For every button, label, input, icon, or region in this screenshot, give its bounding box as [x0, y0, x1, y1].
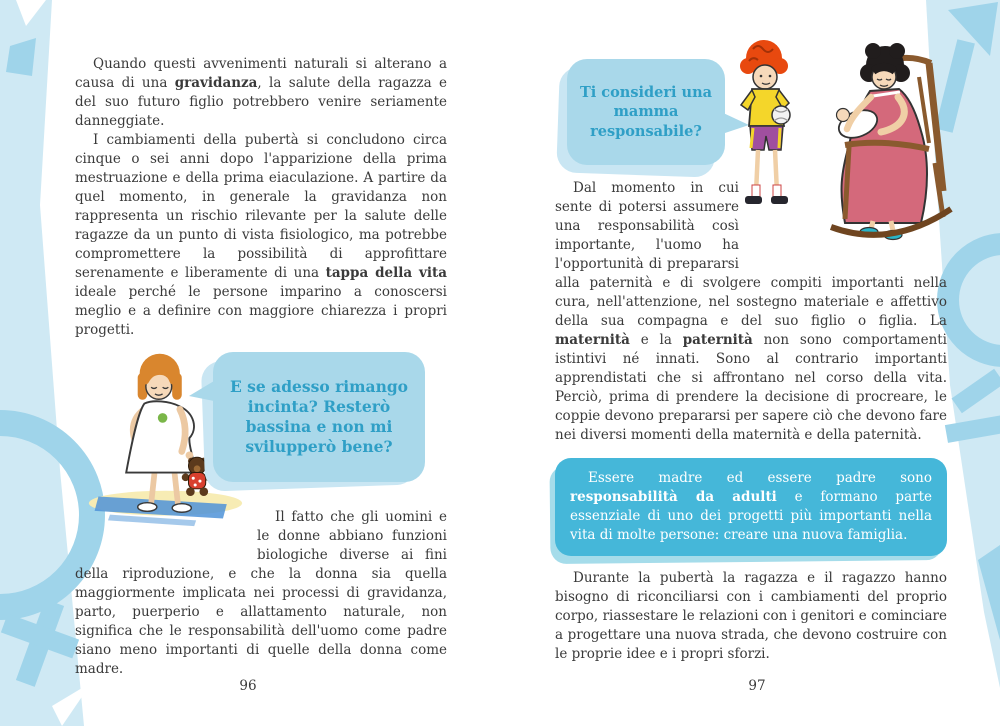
illustration-row [75, 346, 447, 508]
speech-bubble-question [567, 59, 725, 165]
right-page [555, 55, 947, 705]
bold-term: paternità [682, 332, 753, 348]
highlight-box [555, 458, 947, 556]
paragraph [75, 131, 447, 340]
left-page [75, 55, 447, 705]
bold-term: gravidanza [174, 75, 258, 91]
bold-term: responsabilità da adulti [570, 489, 777, 505]
bubble-text: Ti consideri una mamma responsabile? [579, 83, 713, 140]
text-segment: non sono comportamenti istintivi né innati. Sono al contrario importanti apprendistati che si affrontano nel corso della vita. Perciò, prima di prendere la decisione di procreare, le coppie devono prepararsi per sapere ciò che devono fare nei diversi momenti della maternità e della paternità. [555, 332, 948, 443]
paragraph [75, 508, 447, 679]
speech-bubble-girl [213, 352, 425, 482]
bubble-text: E se adesso rimango incinta? Resterò bassina e non mi svilupperò bene? [229, 376, 409, 457]
page-number-right: 97 [748, 678, 766, 694]
mother-in-rocking-chair-figure [831, 43, 951, 240]
page-number-left: 96 [239, 678, 257, 694]
text-segment: Durante la pubertà la ragazza e il ragazzo hanno bisogno di riconciliarsi con i cambiamenti del proprio corpo, riassestare le relazioni con i genitori e cominciare a progettare una nuova strada, che devono costruire con le proprie idee e i propri sforzi. [555, 570, 947, 662]
text-segment: , la salute della ragazza e del suo futuro figlio potrebbero venire seriamente danneggiate. [75, 75, 447, 129]
text-segment: e formano parte essenziale di uno dei progetti più importanti nella vita di molte persone: creare una nuova famiglia. [570, 489, 932, 543]
highlight-text [570, 469, 932, 545]
boy-and-mother-illustration [723, 33, 955, 251]
text-segment: e la [629, 332, 683, 348]
text-segment: ideale perché le persone imparino a conoscersi meglio e a definire con maggiore chiarezza i propri progetti. [75, 284, 447, 338]
paragraph [555, 569, 947, 664]
text-segment: Essere madre ed essere padre sono [588, 470, 932, 486]
text-segment: Quando questi avvenimenti naturali si alterano a causa di una [75, 56, 447, 91]
bold-term: maternità [555, 332, 630, 348]
text-segment: I cambiamenti della pubertà si concludono circa cinque o sei anni dopo l'apparizione della prima mestruazione e della prima eiaculazione. A partire da quel momento, in generale la gravidanza non rappresenta un rischio rilevante per la salute delle ragazze da un punto di vista fisiologico, ma potrebbe compromettere la possibilità di approfittare serenamente e liberamente di una [75, 132, 447, 281]
paragraph [75, 55, 447, 131]
text-segment: Il fatto che gli uomini e le donne abbiano funzioni biologiche diverse ai fini della riproduzione, e che la donna sia quella maggiormente implicata nei processi di gravidanza, parto, puerperio e allattamento naturale, non significa che le responsabilità dell'uomo come padre siano meno importanti di quelle della donna come madre. [75, 509, 447, 677]
text-segment: Dal momento in cui sente di potersi assumere una responsabilità così importante, l'uomo ha l'opportunità di prepararsi alla paternità e di svolgere compiti importanti nella cura, nell'attenzione, nel sostegno materiale e affettivo della sua compagna e del suo figlio o figlia. La [555, 180, 947, 329]
boy-figure [740, 40, 790, 204]
bold-term: tappa della vita [325, 265, 448, 281]
